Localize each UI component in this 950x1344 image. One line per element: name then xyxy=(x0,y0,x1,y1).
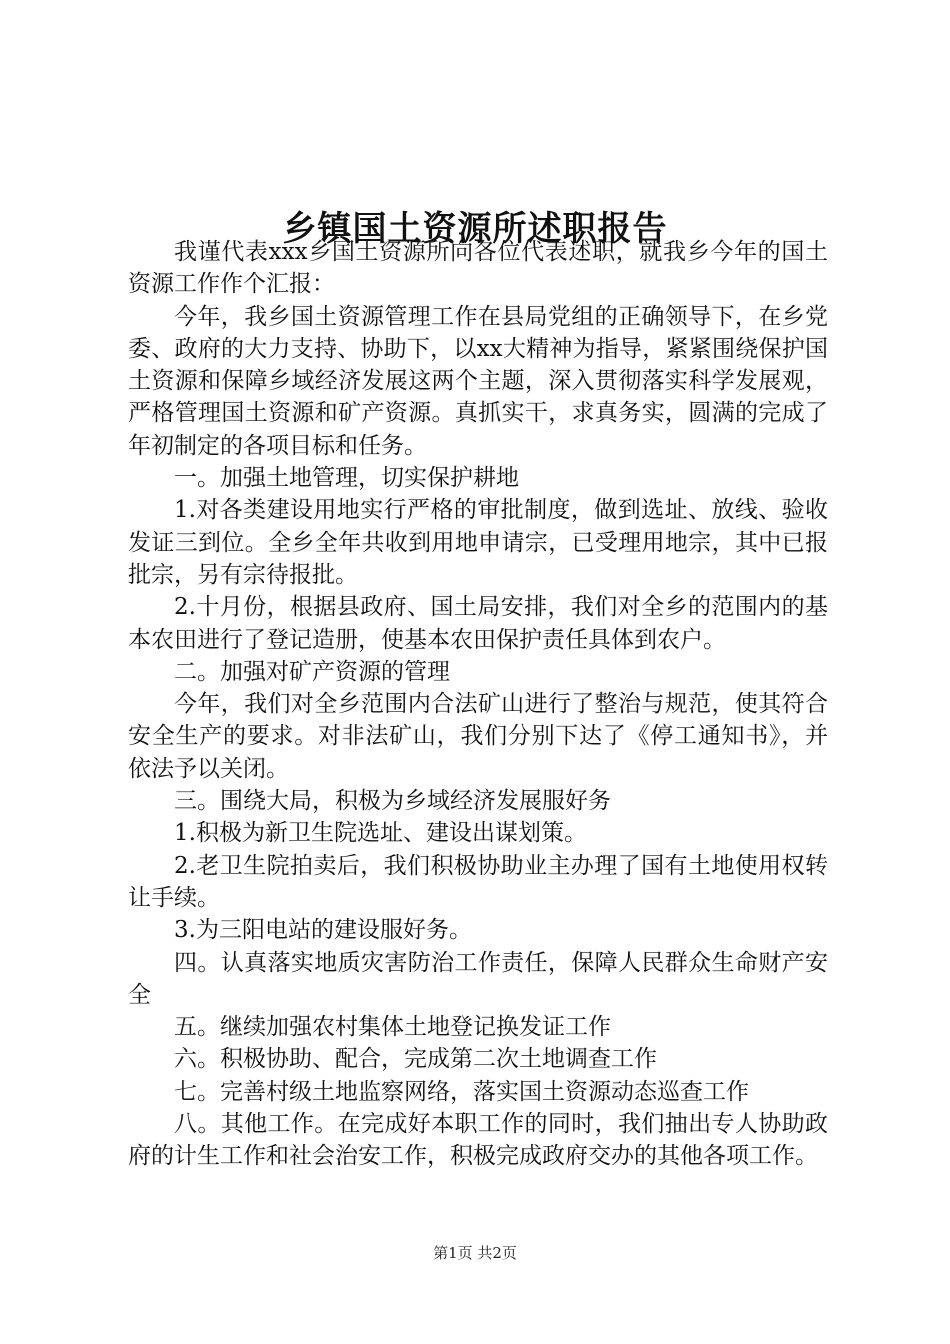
section-heading-7: 七。完善村级土地监察网络，落实国土资源动态巡查工作 xyxy=(174,1078,749,1105)
paragraph-3-2: 2.老卫生院拍卖后，我们积极协助业主办理了国有土地使用权转让手续。 xyxy=(128,852,828,911)
page-footer: 第1页 共2页 xyxy=(433,1244,517,1262)
section-heading-5: 五。继续加强农村集体土地登记换发证工作 xyxy=(174,1014,611,1041)
paragraph-1-1: 1.对各类建设用地实行严格的审批制度，做到选址、放线、验收发证三到位。全乡全年共收到用地申请宗，已受理用地宗，其中已报批宗，另有宗待报批。 xyxy=(128,497,828,588)
section-heading-1: 一。加强土地管理，切实保护耕地 xyxy=(174,465,519,492)
paragraph-3-3: 3.为三阳电站的建设服好务。 xyxy=(174,917,472,944)
paragraph-3-1: 1.积极为新卫生院选址、建设出谋划策。 xyxy=(174,820,587,847)
section-heading-6: 六。积极协助、配合，完成第二次土地调查工作 xyxy=(174,1046,657,1073)
paragraph-1-2: 2.十月份，根据县政府、国土局安排，我们对全乡的范围内的基本农田进行了登记造册，使基本农田保护责任具体到农户。 xyxy=(128,594,828,653)
section-heading-4: 四。认真落实地质灾害防治工作责任，保障人民群众生命财产安全 xyxy=(128,949,828,1008)
paragraph-intro: 我谨代表xxx乡国土资源所向各位代表述职，就我乡今年的国土资源工作作个汇报： xyxy=(128,239,828,298)
paragraph-2: 今年，我们对全乡范围内合法矿山进行了整治与规范，使其符合安全生产的要求。对非法矿山，我们分别下达了《停工通知书》，并依法予以关闭。 xyxy=(128,691,828,782)
paragraph-summary: 今年，我乡国土资源管理工作在县局党组的正确领导下，在乡党委、政府的大力支持、协助下，以xx大精神为指导，紧紧围绕保护国土资源和保障乡域经济发展这两个主题，深入贯彻落实科学发展观，严格管理国土资源和矿产资源。真抓实干，求真务实，圆满的完成了年初制定的各项目标和任务。 xyxy=(128,303,828,459)
document-body xyxy=(128,236,828,1173)
section-heading-2: 二。加强对矿产资源的管理 xyxy=(174,658,450,685)
section-heading-3: 三。围绕大局，积极为乡域经济发展服好务 xyxy=(174,788,611,815)
document-title: 乡镇国土资源所述职报告 xyxy=(282,208,668,249)
section-heading-8: 八。其他工作。在完成好本职工作的同时，我们抽出专人协助政府的计生工作和社会治安工作，积极完成政府交办的其他各项工作。 xyxy=(128,1111,828,1170)
